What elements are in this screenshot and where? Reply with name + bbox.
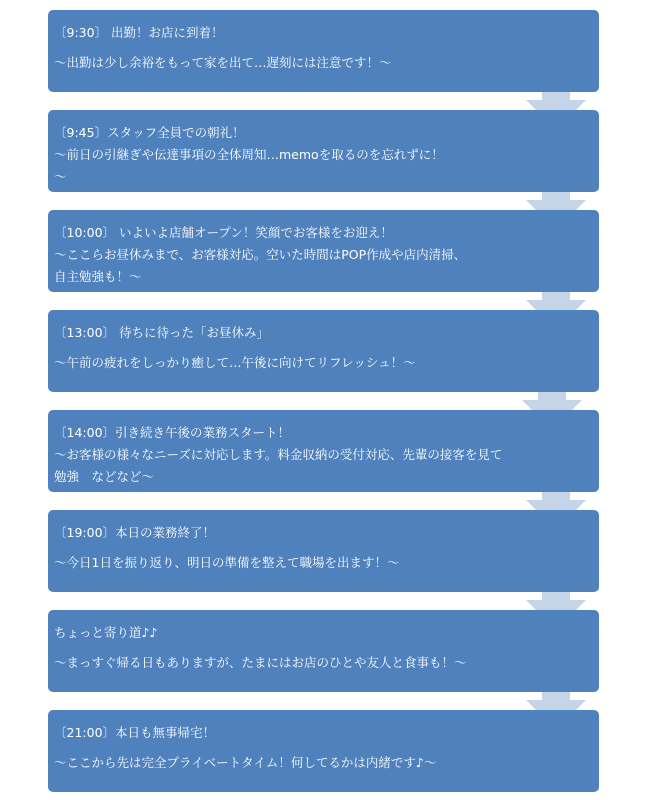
step-heading: 〔13:00〕 待ちに待った「お昼休み」: [54, 325, 269, 340]
step-heading: 〔9:45〕スタッフ全員での朝礼！: [54, 125, 245, 140]
schedule-step-1900: [48, 510, 599, 592]
step-heading: 〔14:00〕引き続き午後の業務スタート！: [54, 425, 291, 440]
schedule-step-1400: [48, 410, 599, 492]
step-description: ～前日の引継ぎや伝達事項の全体周知…memoを取るのを忘れずに！: [54, 147, 444, 162]
schedule-step-0930: [48, 10, 599, 92]
step-description: 自主勉強も！～: [54, 269, 142, 284]
step-description: ～お客様の様々なニーズに対応します。料金収納の受付対応、先輩の接客を見て: [54, 447, 503, 462]
step-description: ～ここから先は完全プライベートタイム！何してるかは内緒です♪～: [54, 755, 437, 770]
step-heading: ちょっと寄り道♪♪: [54, 625, 158, 640]
step-description: ～午前の疲れをしっかり癒して…午後に向けてリフレッシュ！～: [54, 355, 416, 370]
step-description: ～出勤は少し余裕をもって家を出て…遅刻には注意です！～: [54, 55, 392, 70]
step-description: ～まっすぐ帰る日もありますが、たまにはお店のひとや友人と食事も！～: [54, 655, 467, 670]
schedule-step-1300: [48, 310, 599, 392]
schedule-step-1000: [48, 210, 599, 292]
step-heading: 〔19:00〕本日の業務終了！: [54, 525, 216, 540]
step-description: 勉強 などなど～: [54, 469, 155, 484]
step-description: ～今日1日を振り返り、明日の準備を整えて職場を出ます！～: [54, 555, 400, 570]
step-heading: 〔21:00〕本日も無事帰宅！: [54, 725, 216, 740]
step-heading: 〔10:00〕 いよいよ店舗オープン！笑顔でお客様をお迎え！: [54, 225, 393, 240]
step-description: ～: [54, 169, 67, 184]
step-heading: 〔9:30〕 出勤！お店に到着！: [54, 25, 224, 40]
schedule-step-0945: [48, 110, 599, 192]
schedule-step-detour: [48, 610, 599, 692]
step-description: ～ここらお昼休みまで、お客様対応。空いた時間はPOP作成や店内清掃、: [54, 247, 467, 262]
schedule-step-2100: [48, 710, 599, 792]
